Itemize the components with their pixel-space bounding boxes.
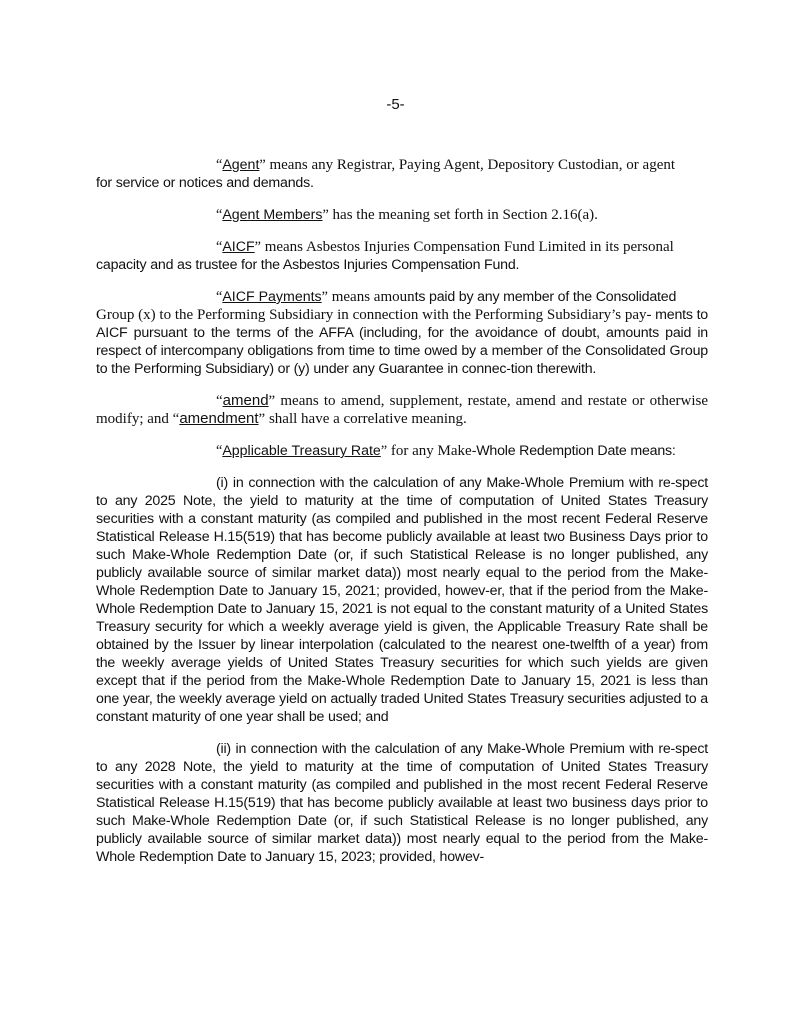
defined-term: AICF <box>222 239 255 255</box>
document-body <box>96 156 708 880</box>
clause-i: (i) in connection with the calculation of any Make-Whole Premium with re-spect to any 2025 Note, the yield to maturity at the time of computation of United States Treasury securities with a constant maturity (as compiled and published in the most recent Federal Reserve Statistical Release H.15(519) that has become publicly available at least two Business Days prior to such Make-Whole Redemption Date (or, if such Statistical Release is no longer published, any publicly available source of similar market data)) most nearly equal to the period from the Make-Whole Redemption Date to January 15, 2021; provided, howev-er, that if the period from the Make-Whole Redemption Date to January 15, 2021 is not equal to the constant maturity of a United States Treasury security for which a weekly average yield is given, the Applicable Treasury Rate shall be obtained by the Issuer by linear interpolation (calculated to the nearest one-twelfth of a year) from the weekly average yields of United States Treasury securities for which such yields are given except that if the period from the Make-Whole Redemption Date to January 15, 2021 is less than one year, the weekly average yield on actually traded United States Treasury securities adjusted to a constant maturity of one year shall be used; and <box>96 475 708 725</box>
page-number: -5- <box>386 96 405 113</box>
clause-ii: (ii) in connection with the calculation of any Make-Whole Premium with re-spect to any 2028 Note, the yield to maturity at the time of computation of United States Treasury securities with a constant maturity (as compiled and published in the most recent Federal Reserve Statistical Release H.15(519) that has become publicly available at least two business days prior to such Make-Whole Redemption Date (or, if such Statistical Release is no longer published, any publicly available source of similar market data)) most nearly equal to the period from the Make-Whole Redemption Date to January 15, 2023; provided, howev- <box>96 741 708 865</box>
definition-amend: “amend” means to amend, supplement, restate, amend and restate or otherwise modify; and “amendment” shall have a correlative meaning. <box>96 392 708 427</box>
definition-aicf: “AICF” means Asbestos Injuries Compensation Fund Limited in its personal capacity and as trustee for the Asbestos Injuries Compensation Fund. <box>96 239 674 273</box>
definition-agent: “Agent” means any Registrar, Paying Agent, Depository Custodian, or agent for service or notices and demands. <box>96 157 676 191</box>
defined-term: Applicable Treasury Rate <box>222 443 381 459</box>
defined-term: Agent <box>222 157 260 173</box>
defined-term: amend <box>222 392 269 409</box>
defined-term: Agent Members <box>222 207 323 223</box>
defined-term: amendment <box>179 410 259 427</box>
definition-applicable-treasury-rate: “Applicable Treasury Rate” for any Make-Whole Redemption Date means: <box>216 443 676 459</box>
definition-aicf-payments: “AICF Payments” means amounts paid by any member of the Consolidated Group (x) to the Performing Subsidiary in connection with the Performing Subsidiary’s pay- ments to AICF pursuant to the terms of the AFFA (including, for the avoidance of doubt, amounts paid in respect of intercompany obligations from time to time owed by a member of the Consolidated Group to the Performing Subsidiary) or (y) under any Guarantee in connec-tion therewith. <box>96 289 709 377</box>
definition-agent-members: “Agent Members” has the meaning set forth in Section 2.16(a). <box>216 207 598 223</box>
defined-term: AICF Payments <box>222 289 322 305</box>
